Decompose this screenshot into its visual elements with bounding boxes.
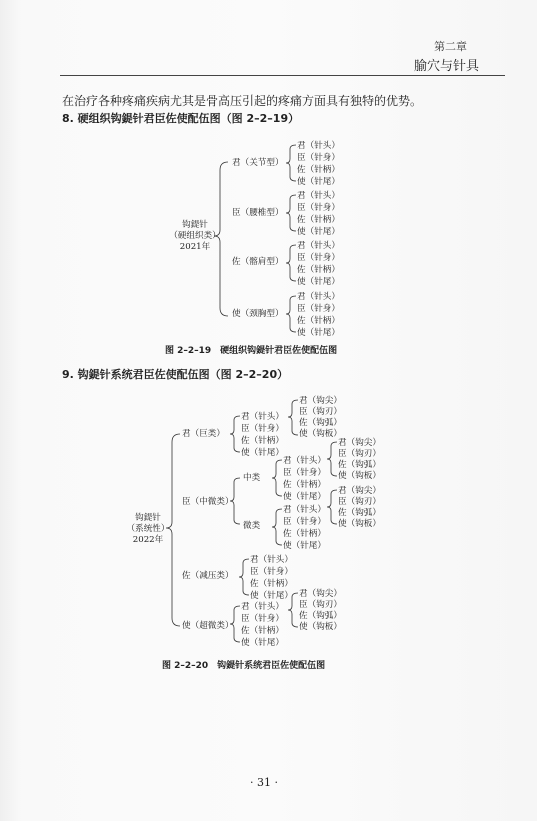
figure-caption-2-2-20: 图 2–2–20 钩鍉针系统君臣佐使配伍图 bbox=[162, 661, 326, 671]
sub-item-label: 佐（钩弧） bbox=[338, 508, 381, 518]
item-label: 君（针头） bbox=[297, 191, 340, 201]
page-number: · 31 · bbox=[250, 776, 278, 789]
item-label: 臣（针身） bbox=[283, 517, 326, 527]
item-label: 使（针尾） bbox=[297, 328, 340, 338]
group-label: 佐（减压类） bbox=[182, 571, 234, 581]
item-label: 佐（针柄） bbox=[297, 265, 340, 275]
subgroup-brace bbox=[272, 509, 282, 545]
item-label: 佐（针柄） bbox=[297, 165, 340, 175]
item-label: 君（针头） bbox=[297, 292, 340, 302]
group-brace bbox=[230, 606, 240, 642]
item-label: 君（针头） bbox=[283, 505, 326, 515]
sub-item-label: 使（钩板） bbox=[338, 471, 381, 481]
item-label: 使（针尾） bbox=[250, 591, 293, 601]
root-label-line: 钩鍉针 bbox=[135, 513, 161, 523]
sub-brace bbox=[327, 490, 337, 524]
item-label: 佐（针柄） bbox=[297, 215, 340, 225]
figure-caption-2-2-19: 图 2–2–19 硬组织钩鍉针君臣佐使配伍图 bbox=[165, 346, 338, 356]
item-label: 臣（针身） bbox=[250, 567, 293, 577]
root-label-line: 2021年 bbox=[179, 242, 211, 252]
sub-brace bbox=[288, 400, 298, 435]
item-label: 臣（针身） bbox=[283, 468, 326, 478]
item-label: 臣（针身） bbox=[297, 153, 340, 163]
item-label: 君（针头） bbox=[283, 456, 326, 466]
item-label: 臣（针身） bbox=[297, 253, 340, 263]
section-heading-9: 9. 钩鍉针系统君臣佐使配伍图（图 2–2–20） bbox=[62, 368, 289, 381]
group-brace bbox=[230, 478, 240, 524]
sub-item-label: 使（钩板） bbox=[338, 519, 381, 529]
group-label: 君（巨类） bbox=[182, 429, 225, 439]
item-label: 臣（针身） bbox=[241, 614, 284, 624]
subgroup-brace bbox=[272, 460, 282, 496]
sub-item-label: 使（钩板） bbox=[299, 622, 342, 632]
item-label: 佐（针柄） bbox=[297, 316, 340, 326]
root-label-line: 钩鍉针 bbox=[182, 220, 208, 230]
subgroup-label: 微类 bbox=[243, 521, 261, 531]
subgroup-label: 中类 bbox=[243, 473, 261, 483]
item-label: 臣（针身） bbox=[241, 424, 284, 434]
item-label: 佐（针柄） bbox=[283, 529, 326, 539]
sub-item-label: 君（钩尖） bbox=[299, 589, 342, 599]
item-label: 使（针尾） bbox=[297, 277, 340, 287]
sub-item-label: 臣（钩刃） bbox=[338, 497, 381, 507]
item-label: 佐（针柄） bbox=[250, 579, 293, 589]
item-label: 佐（针柄） bbox=[283, 480, 326, 490]
item-label: 君（针头） bbox=[241, 602, 284, 612]
group-label: 君（关节型） bbox=[232, 158, 284, 168]
root-label-line: （硬组织类） bbox=[169, 231, 221, 241]
chapter-label: 第二章 bbox=[434, 40, 467, 53]
item-label: 佐（针柄） bbox=[241, 436, 284, 446]
item-label: 君（针头） bbox=[297, 141, 340, 151]
sub-item-label: 君（钩尖） bbox=[299, 396, 342, 406]
item-label: 使（针尾） bbox=[241, 638, 284, 648]
group-brace bbox=[239, 559, 249, 595]
group-label: 臣（中微类） bbox=[182, 497, 234, 507]
root-label-line: 2022年 bbox=[132, 535, 164, 545]
item-label: 君（针头） bbox=[250, 555, 293, 565]
item-label: 臣（针身） bbox=[297, 203, 340, 213]
item-label: 使（针尾） bbox=[241, 448, 284, 458]
group-label: 佐（髂肩型） bbox=[232, 257, 284, 267]
sub-item-label: 臣（钩刃） bbox=[299, 407, 342, 417]
sub-item-label: 佐（钩弧） bbox=[338, 460, 381, 470]
section-heading-8: 8. 硬组织钩鍉针君臣佐使配伍图（图 2–2–19） bbox=[62, 112, 300, 125]
sub-item-label: 臣（钩刃） bbox=[299, 600, 342, 610]
item-label: 使（针尾） bbox=[297, 227, 340, 237]
item-label: 使（针尾） bbox=[297, 177, 340, 187]
item-label: 使（针尾） bbox=[283, 541, 326, 551]
sub-item-label: 君（钩尖） bbox=[338, 438, 381, 448]
group-label: 使（超微类） bbox=[182, 621, 234, 631]
sub-item-label: 佐（钩弧） bbox=[299, 418, 342, 428]
sub-item-label: 佐（钩弧） bbox=[299, 611, 342, 621]
group-label: 臣（腰椎型） bbox=[232, 208, 284, 218]
item-label: 佐（针柄） bbox=[241, 626, 284, 636]
group-brace bbox=[230, 416, 240, 452]
body-paragraph: 在治疗各种疼痛疾病尤其是骨高压引起的疼痛方面具有独特的优势。 bbox=[62, 94, 423, 108]
chapter-title: 腧穴与针具 bbox=[413, 59, 479, 74]
sub-brace bbox=[327, 442, 337, 476]
item-label: 君（针头） bbox=[297, 241, 340, 251]
sub-item-label: 使（钩板） bbox=[299, 429, 342, 439]
group-label: 使（颈胸型） bbox=[232, 309, 284, 319]
sub-item-label: 臣（钩刃） bbox=[338, 449, 381, 459]
sub-item-label: 君（钩尖） bbox=[338, 486, 381, 496]
item-label: 使（针尾） bbox=[283, 492, 326, 502]
item-label: 君（针头） bbox=[241, 412, 284, 422]
item-label: 臣（针身） bbox=[297, 304, 340, 314]
root-label-line: （系统性） bbox=[126, 524, 170, 534]
